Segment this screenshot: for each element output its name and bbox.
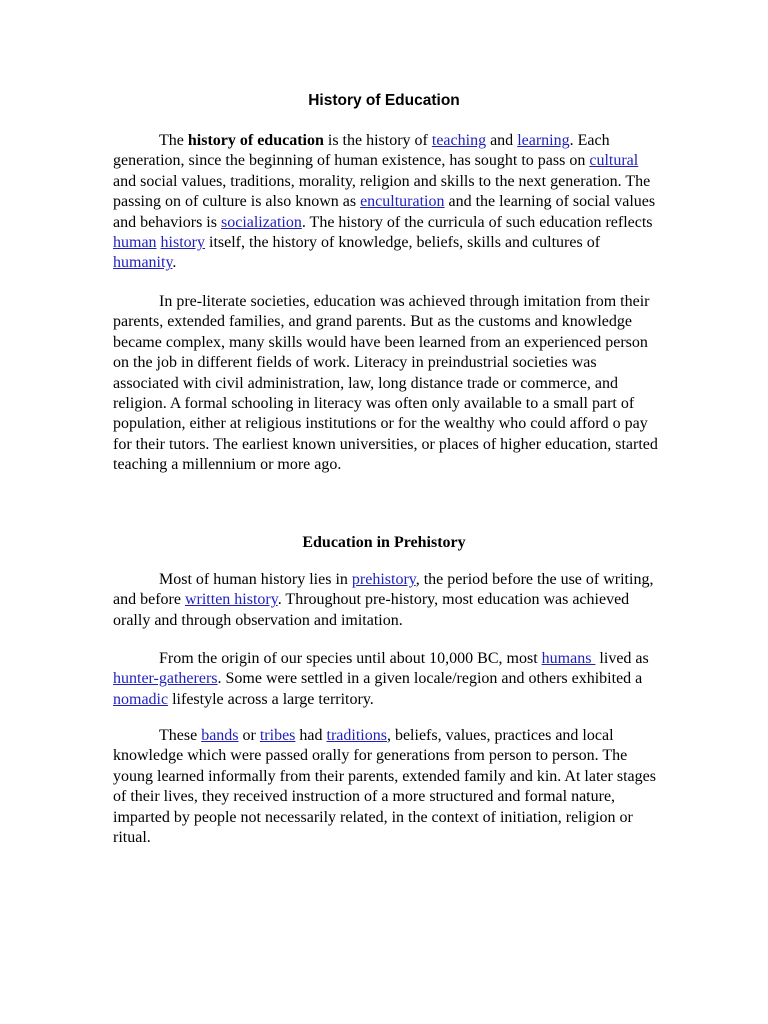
text-run: lifestyle across a large territory. <box>168 690 374 708</box>
text-run: . Each generation, since the beginning of human existence, has sought to pass on <box>113 132 610 170</box>
document-title: History of Education <box>308 92 460 109</box>
link-human[interactable]: human <box>113 234 157 252</box>
link-learning[interactable]: learning <box>517 132 570 149</box>
text-run: . Throughout pre-history, most education was achieved orally and through observation and imitation. <box>113 591 630 629</box>
link-humans[interactable]: humans <box>541 650 596 667</box>
text-run: . Some were settled in a given locale/region and others exhibited a <box>217 670 643 688</box>
paragraph-origin-of-species <box>113 649 658 710</box>
text-run: , the period before the use of writing, and before <box>113 571 654 609</box>
section-title: Education in Prehistory <box>302 534 466 551</box>
text-run: The <box>159 132 188 149</box>
link-traditions[interactable]: traditions <box>326 727 387 744</box>
text-run: and social values, traditions, morality, religion and skills to the next generation. The passing on of culture is also known as <box>113 172 651 211</box>
text-run: These <box>159 727 202 744</box>
link-teaching[interactable]: teaching <box>431 132 487 149</box>
link-socialization[interactable]: socialization <box>220 213 302 231</box>
text-run: , beliefs, values, practices and local knowledge which were passed orally for generations from person to person. The young learned informally from their parents, extended family and kin. At later stages of their lives, they received instruction of a more structured and formal nature, imparted by people not necessarily related, in the context of initiation, religion or ritual. <box>113 727 656 847</box>
link-cultural[interactable]: cultural <box>589 152 639 170</box>
link-prehistory[interactable]: prehistory <box>351 571 416 588</box>
link-nomadic[interactable]: nomadic <box>113 690 169 708</box>
text-run: . <box>172 254 177 272</box>
text-run: had <box>295 727 327 744</box>
link-bands[interactable]: bands <box>201 727 239 744</box>
link-written-history[interactable]: written history <box>184 591 278 609</box>
text-run: and the learning of social values and behaviors is <box>113 193 656 231</box>
text-run: or <box>238 727 260 744</box>
text-run: Most of human history lies in <box>159 571 352 588</box>
text-run: itself, the history of knowledge, beliefs, skills and cultures of <box>205 234 601 252</box>
link-enculturation[interactable]: enculturation <box>360 193 445 211</box>
text-run: . The history of the curricula of such education reflects <box>301 213 653 231</box>
link-hunter-gatherers[interactable]: hunter-gatherers <box>113 670 218 688</box>
paragraph-bands-and-tribes <box>113 726 658 848</box>
paragraph-intro <box>113 131 658 274</box>
link-humanity[interactable]: humanity <box>113 254 173 272</box>
text-run: is the history of <box>323 132 432 149</box>
link-history[interactable]: history <box>160 234 205 252</box>
text-run: lived as <box>595 650 649 667</box>
link-tribes[interactable]: tribes <box>259 727 296 744</box>
bold-term-history-of-education: history of education <box>187 132 324 149</box>
paragraph-pre-literate: In pre-literate societies, education was achieved through imitation from their parents, extended families, and grand parents. But as the customs and knowledge became complex, many skills would have been learned from an experienced person on the job in different fields of work. Literacy in preindustrial societies was associated with civil administration, law, long distance trade or commerce, and religion. A formal schooling in literacy was often only available to a small part of population, either at religious institutions or for the wealthy who could afford o pay for their tutors. The earliest known universities, or places of higher education, started teaching a millennium or more ago. <box>113 293 658 474</box>
paragraph-prehistory <box>113 570 658 631</box>
text-run: From the origin of our species until about 10,000 BC, most <box>159 650 542 667</box>
text-run: and <box>486 132 518 149</box>
